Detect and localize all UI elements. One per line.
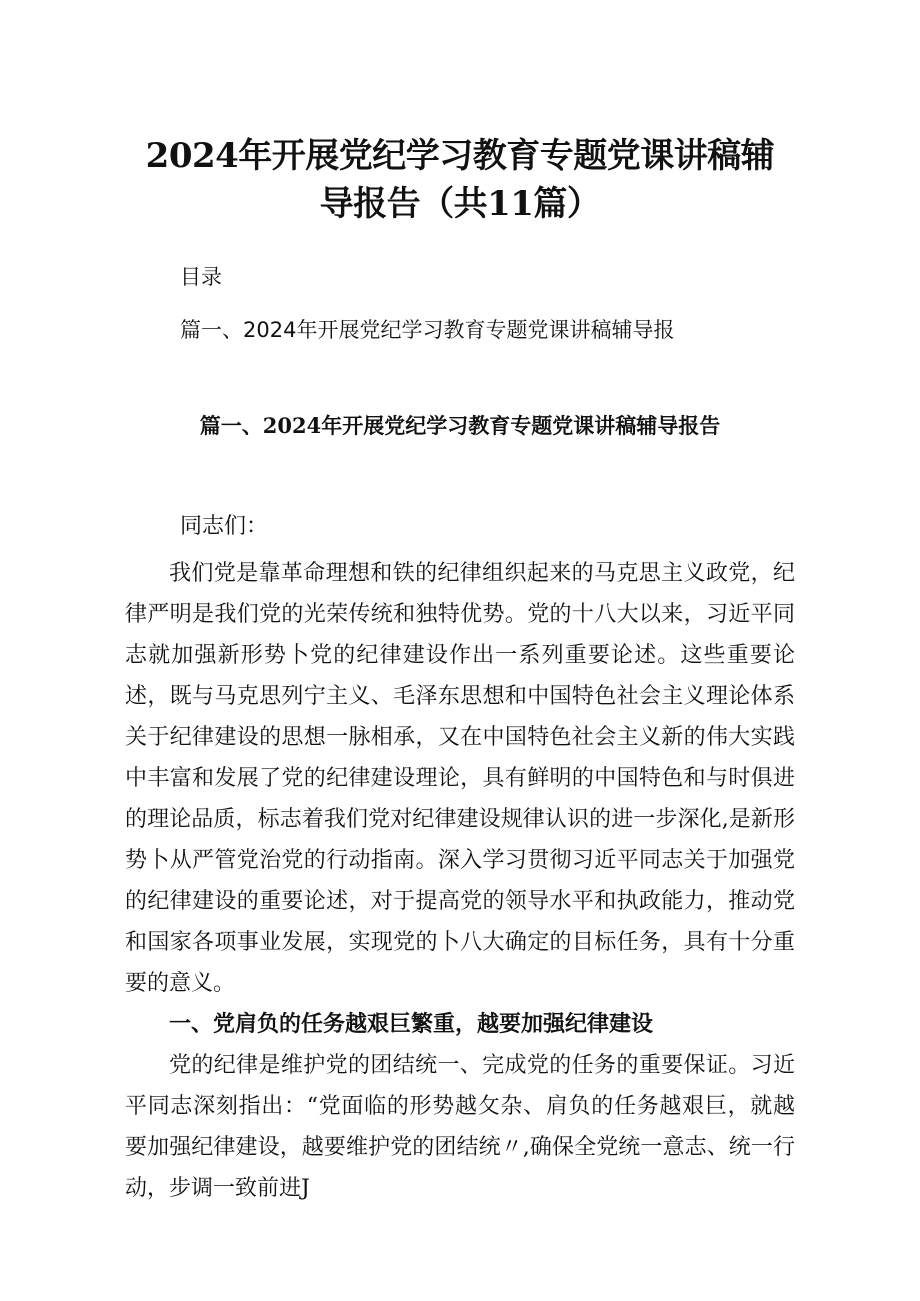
body-paragraph: 我们党是靠革命理想和铁的纪律组织起来的马克思主义政党，纪律严明是我们党的光荣传统和独特优势。党的十八大以来，习近平同志就加强新形势卜党的纪律建设作出一系列重要论述。这些重要论述，既与马克思列宁主义、毛泽东思想和中国特色社会主义理论体系关于纪律建设的思想一脉相承，又在中国特色社会主义新的伟大实践中丰富和发展了党的纪律建设理论，具有鲜明的中国特色和与时俱进的理论品质，标志着我们党对纪律建设规律认识的进一步深化,是新形势卜从严管党治党的行动指南。深入学习贯彻习近平同志关于加强党的纪律建设的重要论述，对于提高党的领导水平和执政能力，推动党和国家各项事业发展，实现党的卜八大确定的目标任务，具有十分重要的意义。 (125, 561, 795, 996)
section-heading: 一、党肩负的任务越艰巨繁重，越要加强纪律建设 (169, 1011, 654, 1037)
document-title-line-1: 2024年开展党纪学习教育专题党课讲稿辅 (145, 136, 775, 176)
document-title-line-2: 导报告（共11篇） (319, 184, 601, 224)
toc-item[interactable]: 篇一、2024年开展党纪学习教育专题党课讲稿辅导报 (180, 318, 675, 342)
document-body (125, 553, 795, 1209)
body-paragraph: 党的纪律是维护党的团结统一、完成党的任务的重要保证。习近平同志深刻指出：“党面临的形势越攵杂、肩负的任务越艰巨，就越要加强纪律建设，越要维护党的团结统〃,确保全党统一意志、统一行动，步调一致前进J (125, 1053, 795, 1201)
salutation: 同志们： (180, 514, 269, 539)
document-title (130, 132, 790, 228)
toc-heading: 目录 (180, 265, 222, 289)
chapter-title: 篇一、2024年开展党纪学习教育专题党课讲稿辅导报告 (199, 413, 721, 438)
